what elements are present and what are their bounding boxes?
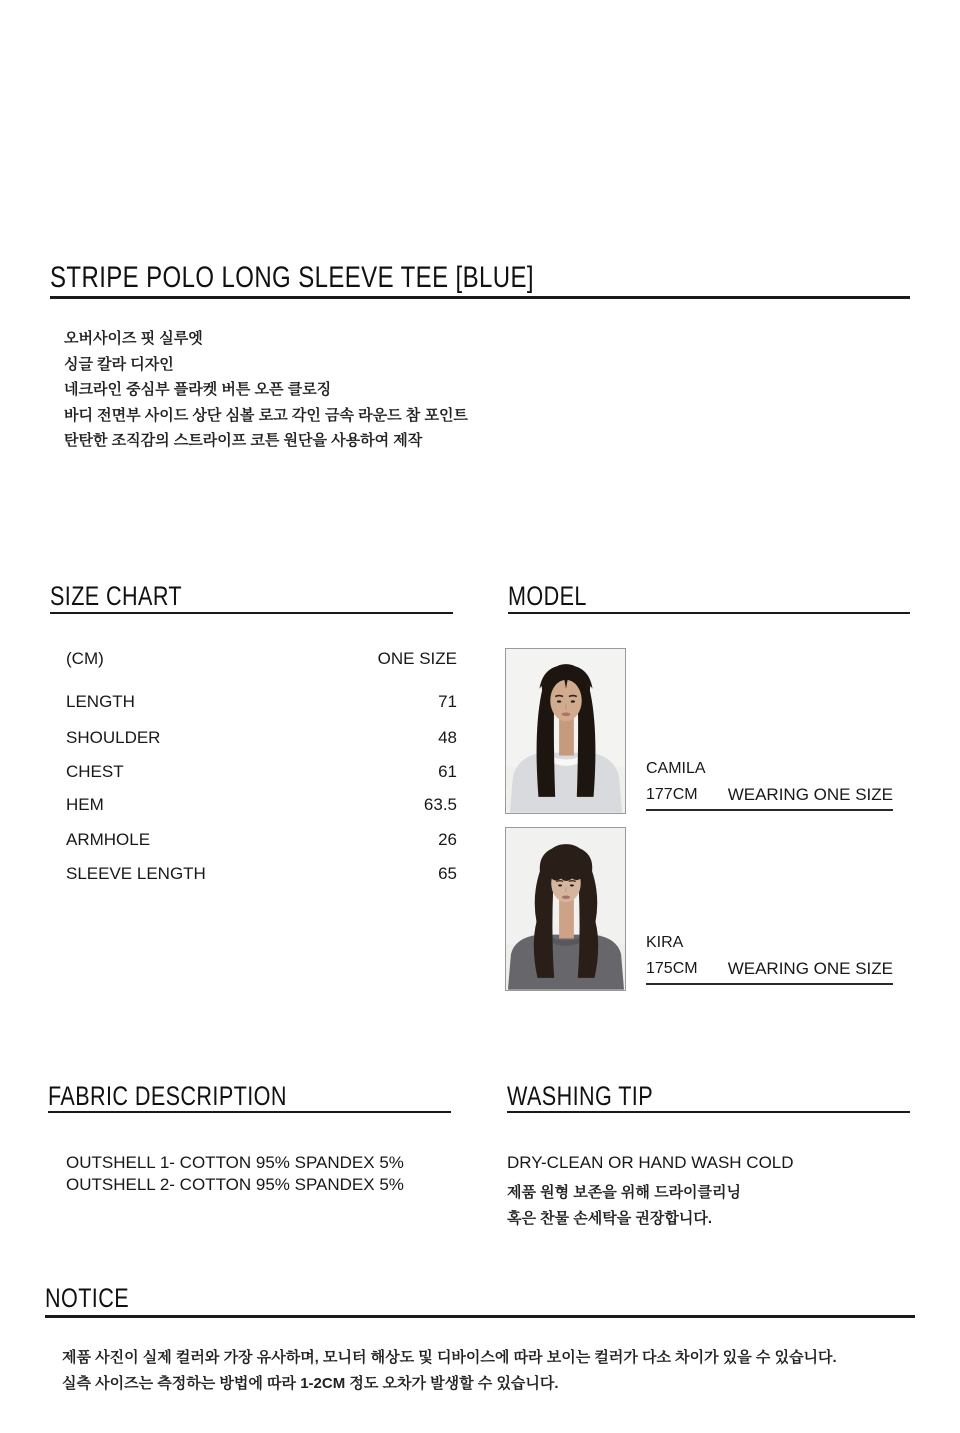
page-title — [50, 262, 655, 294]
camila-portrait-illustration — [506, 649, 625, 813]
size-column-header: ONE SIZE — [377, 649, 457, 668]
size-row-value: 26 — [438, 830, 457, 849]
size-row-armhole — [66, 830, 457, 852]
notice-heading-text: NOTICE — [45, 1283, 130, 1313]
size-row-value: 61 — [438, 762, 457, 781]
fabric-line: OUTSHELL 2- COTTON 95% SPANDEX 5% — [66, 1175, 404, 1194]
feature-item: 네크라인 중심부 플라켓 버튼 오픈 클로징 — [64, 381, 332, 398]
model-heading-text: MODEL — [508, 581, 587, 611]
model-photo-kira — [505, 827, 626, 991]
size-chart-heading-text: SIZE CHART — [50, 581, 183, 611]
feature-item: 오버사이즈 핏 실루엣 — [64, 330, 203, 347]
notice-line: 실측 사이즈는 측정하는 방법에 따라 1-2CM 정도 오차가 발생할 수 있습니다. — [62, 1375, 559, 1392]
size-row-label: HEM — [66, 795, 104, 814]
model-photo-camila — [505, 648, 626, 814]
model-info-divider — [646, 983, 893, 985]
washing-heading-text: WASHING TIP — [507, 1081, 654, 1111]
feature-list — [64, 326, 468, 454]
size-chart-heading — [50, 581, 215, 611]
size-row-shoulder — [66, 728, 457, 750]
size-chart-divider — [50, 612, 453, 614]
size-row-length — [66, 692, 457, 714]
washing-heading — [507, 1081, 690, 1111]
size-row-hem — [66, 795, 457, 817]
page-title-text: STRIPE POLO LONG SLEEVE TEE [BLUE] — [50, 261, 534, 294]
notice-line: 제품 사진이 실제 컬러와 가장 유사하며, 모니터 해상도 및 디바이스에 따라 보이는 컬러가 다소 차이가 있을 수 있습니다. — [62, 1349, 837, 1366]
washing-line-en: DRY-CLEAN OR HAND WASH COLD — [507, 1153, 794, 1172]
size-row-label: SHOULDER — [66, 728, 161, 747]
fabric-divider — [48, 1111, 451, 1113]
feature-item: 싱글 칼라 디자인 — [64, 355, 174, 373]
model-height: 177CM — [646, 786, 698, 803]
notice-lines — [62, 1345, 922, 1397]
fabric-heading — [48, 1081, 347, 1111]
size-row-label: CHEST — [66, 762, 124, 781]
size-row-value: 71 — [438, 692, 457, 711]
model-wearing: WEARING ONE SIZE — [727, 785, 893, 804]
notice-heading — [45, 1283, 150, 1313]
model-name: KIRA — [646, 934, 684, 951]
size-row-value: 63.5 — [423, 795, 457, 814]
fabric-lines — [66, 1152, 404, 1196]
washing-divider — [507, 1111, 910, 1113]
fabric-heading-text: FABRIC DESCRIPTION — [48, 1081, 287, 1111]
model-heading — [508, 581, 607, 611]
size-row-label: SLEEVE LENGTH — [66, 864, 206, 883]
size-row-sleeve-length — [66, 864, 457, 886]
model-height: 175CM — [646, 960, 698, 977]
feature-item: 바디 전면부 사이드 상단 심볼 로고 각인 금속 라운드 참 포인트 — [64, 406, 468, 424]
size-row-value: 48 — [438, 728, 457, 747]
washing-lines-kr — [507, 1180, 741, 1231]
size-row-value: 65 — [438, 864, 457, 883]
size-chart-header-row — [66, 649, 457, 671]
model-name: CAMILA — [646, 760, 706, 777]
kira-portrait-illustration — [506, 828, 625, 990]
washing-line-kr: 제품 원형 보존을 위해 드라이클리닝 — [507, 1184, 742, 1201]
size-row-chest — [66, 762, 457, 784]
model-wearing: WEARING ONE SIZE — [727, 959, 893, 978]
size-row-label: ARMHOLE — [66, 830, 151, 849]
fabric-line: OUTSHELL 1- COTTON 95% SPANDEX 5% — [66, 1153, 404, 1172]
feature-item: 탄탄한 조직감의 스트라이프 코튼 원단을 사용하여 제작 — [64, 432, 423, 449]
size-unit-header: (CM) — [66, 649, 104, 668]
washing-line-kr: 혹은 찬물 손세탁을 권장합니다. — [507, 1209, 713, 1227]
model-divider — [508, 612, 910, 614]
title-divider — [50, 296, 910, 299]
size-row-label: LENGTH — [66, 692, 135, 711]
model-info-divider — [646, 809, 893, 811]
notice-divider — [45, 1315, 915, 1318]
